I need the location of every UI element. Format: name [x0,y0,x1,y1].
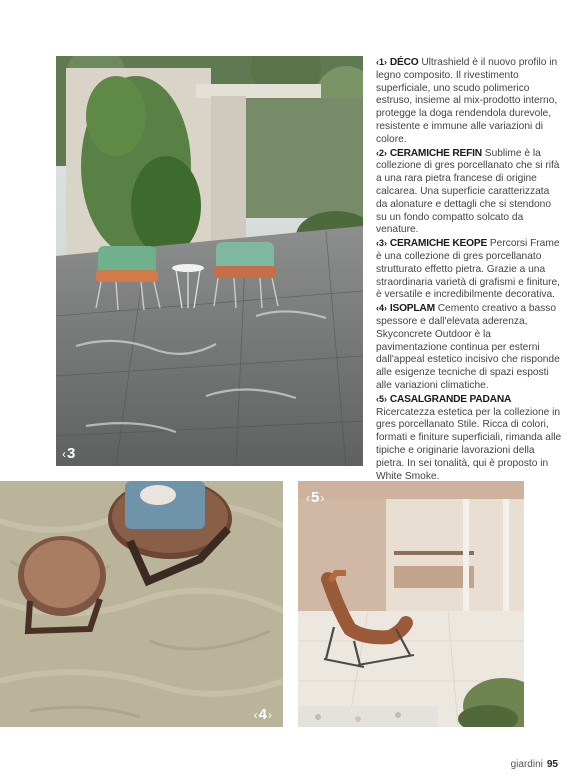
photo-caption-4: ‹4› [253,706,273,723]
article-paragraph: ‹3› CERAMICHE KEOPE Percorsi Frame è una collezione di gres porcellanato strutturato effetto pietra. Grazie a una straordinaria varietà di grafismi e finiture, è versatile e incredibilmente decorativa. [376,238,561,301]
photo-caption-5: ‹5› [306,489,326,506]
article-text-column [376,56,562,483]
page-number: 95 [546,759,558,770]
photo-lounge-leather-chair [298,481,524,727]
photo-concrete-floor-tables [0,481,283,727]
photo-terrace-stone-tiles [56,56,363,466]
article-paragraph: ‹4› ISOPLAM Cemento creativo a basso spessore e dall'elevata aderenza, Skyconcrete Outdoor è la pavimentazione continua per esterni dall'appeal estetico incisivo che risponde alle esigenze tecniche di spazi esposti alle variazioni climatiche. [376,303,560,391]
article-paragraph: ‹1› DÉCO Ultrashield è il nuovo profilo in legno composito. Il rivestimento superficiale, uno scudo polimerico estruso, insieme al mix-prodotto interno, protegge la doga rendendola durevole, resistente e immune alle variazioni di colore. [376,57,558,145]
page-footer [511,759,558,770]
photo-caption-3: ‹3 [62,445,77,462]
magazine-name: giardini [510,759,543,770]
article-paragraph: ‹5› CASALGRANDE PADANA Ricercatezza estetica per la collezione in gres porcellanato Stile. Ricca di colori, formati e finiture superficiali, rimanda alle tipiche e originarie lavorazioni della pietra. In sei tonalità, qui è proposto in White Smoke. [376,393,562,482]
article-paragraph: ‹2› CERAMICHE REFIN Sublime è la collezione di gres porcellanato che si rifà a una rara pietra francese di origine calcarea. Una superficie caratterizzata da alonature e dettagli che si stendono su un fondo compatto solcato da venature. [376,147,560,236]
